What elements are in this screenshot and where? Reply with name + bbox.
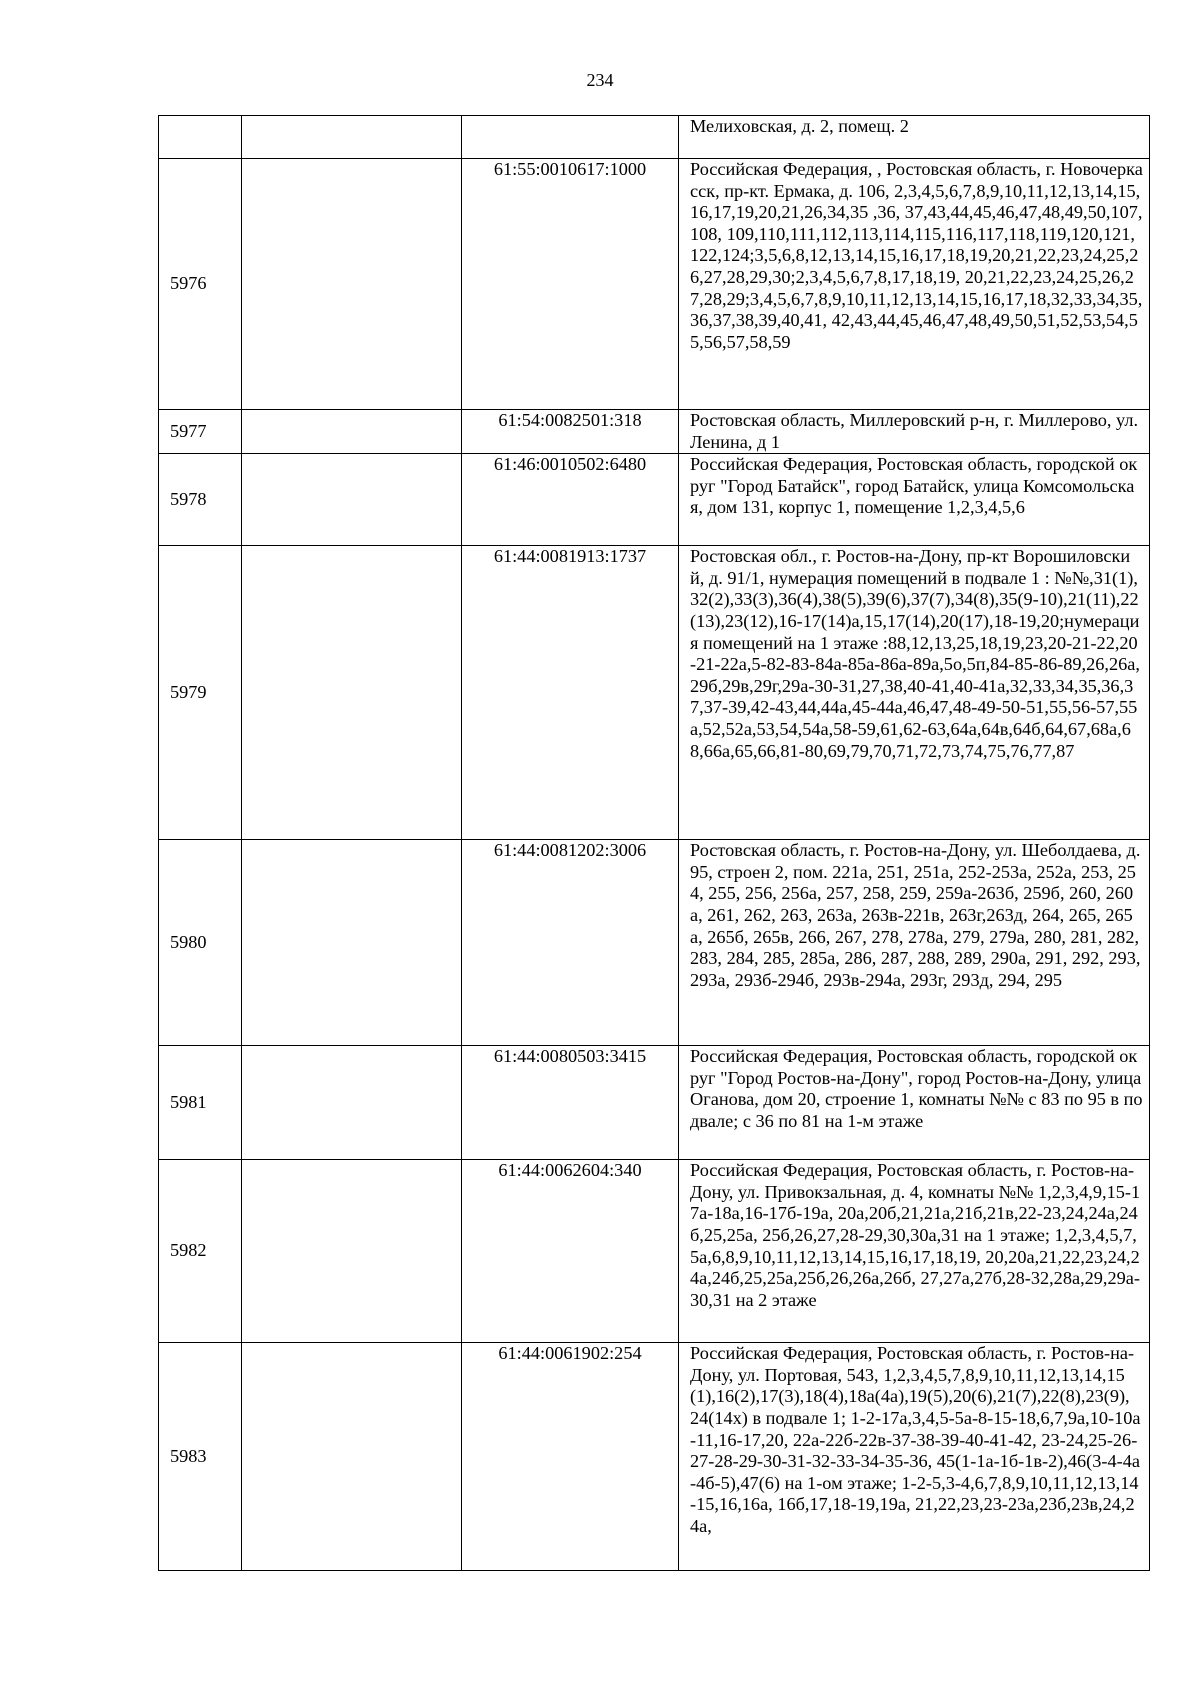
cadastral-number: 61:44:0062604:340 bbox=[462, 1160, 679, 1343]
cadastral-number: 61:44:0061902:254 bbox=[462, 1343, 679, 1571]
table-row bbox=[159, 410, 1150, 454]
table-row bbox=[159, 546, 1150, 840]
owner-cell bbox=[242, 454, 462, 546]
address-cell: Ростовская область, г. Ростов-на-Дону, ул. Шеболдаева, д. 95, строен 2, пом. 221а, 251, 251а, 252-253а, 252а, 253, 254, 255, 256, 256а, 257, 258, 259, 259а-263б, 259б, 260, 260а, 261, 262, 263, 263а, 263в-221в, 263г,263д, 264, 265, 265а, 265б, 265в, 266, 267, 278, 278а, 279, 279а, 280, 281, 282, 283, 284, 285, 285а, 286, 287, 288, 289, 290а, 291, 292, 293, 293а, 293б-294б, 293в-294а, 293г, 293д, 294, 295 bbox=[679, 840, 1150, 1046]
cadastral-number: 61:46:0010502:6480 bbox=[462, 454, 679, 546]
page-number: 234 bbox=[586, 70, 614, 90]
table-row bbox=[159, 840, 1150, 1046]
row-number: 5983 bbox=[159, 1343, 242, 1571]
cadastral-number: 61:44:0080503:3415 bbox=[462, 1046, 679, 1160]
row-number: 5979 bbox=[159, 546, 242, 840]
table-row bbox=[159, 1343, 1150, 1571]
cadastral-number bbox=[462, 116, 679, 159]
address-cell: Ростовская обл., г. Ростов-на-Дону, пр-кт Ворошиловский, д. 91/1, нумерация помещений в подвале 1 : №№,31(1),32(2),33(3),36(4),38(5),39(6),37(7),34(8),35(9-10),21(11),22(13),23(12),16-17(14)а,15,17(14),20(17),18-19,20;нумерация помещений на 1 этаже :88,12,13,25,18,19,23,20-21-22,20-21-22а,5-82-83-84а-85а-86а-89а,5о,5п,84-85-86-89,26,26а,29б,29в,29г,29а-30-31,27,38,40-41,40-41а,32,33,34,35,36,37,37-39,42-43,44,44а,45-44а,46,47,48-49-50-51,55,56-57,55а,52,52а,53,54,54а,58-59,61,62-63,64а,64в,64б,64,67,68а,68,66а,65,66,81-80,69,79,70,71,72,73,74,75,76,77,87 bbox=[679, 546, 1150, 840]
row-number: 5978 bbox=[159, 454, 242, 546]
owner-cell bbox=[242, 1160, 462, 1343]
table-row bbox=[159, 1046, 1150, 1160]
owner-cell bbox=[242, 1046, 462, 1160]
address-cell: Российская Федерация, Ростовская область, г. Ростов-на-Дону, ул. Портовая, 543, 1,2,3,4,5,7,8,9,10,11,12,13,14,15(1),16(2),17(3),18(4),18а(4а),19(5),20(6),21(7),22(8),23(9), 24(14х) в подвале 1; 1-2-17а,3,4,5-5а-8-15-18,6,7,9а,10-10а-11,16-17,20, 22а-22б-22в-37-38-39-40-41-42, 23-24,25-26-27-28-29-30-31-32-33-34-35-36, 45(1-1а-1б-1в-2),46(3-4-4а-4б-5),47(6) на 1-ом этаже; 1-2-5,3-4,6,7,8,9,10,11,12,13,14-15,16,16а, 16б,17,18-19,19а, 21,22,23,23-23а,23б,23в,24,24а, bbox=[679, 1343, 1150, 1571]
row-number: 5976 bbox=[159, 159, 242, 410]
cadastral-number: 61:54:0082501:318 bbox=[462, 410, 679, 454]
owner-cell bbox=[242, 116, 462, 159]
cadastral-number: 61:44:0081202:3006 bbox=[462, 840, 679, 1046]
table-row bbox=[159, 159, 1150, 410]
address-cell: Российская Федерация, Ростовская область, городской округ "Город Ростов-на-Дону", город Ростов-на-Дону, улица Оганова, дом 20, строение 1, комнаты №№ с 83 по 95 в подвале; с 36 по 81 на 1-м этаже bbox=[679, 1046, 1150, 1160]
owner-cell bbox=[242, 546, 462, 840]
cadastral-number: 61:44:0081913:1737 bbox=[462, 546, 679, 840]
table-row bbox=[159, 454, 1150, 546]
address-cell: Ростовская область, Миллеровский р-н, г. Миллерово, ул. Ленина, д 1 bbox=[679, 410, 1150, 454]
owner-cell bbox=[242, 840, 462, 1046]
owner-cell bbox=[242, 1343, 462, 1571]
owner-cell bbox=[242, 159, 462, 410]
row-number bbox=[159, 116, 242, 159]
row-number: 5980 bbox=[159, 840, 242, 1046]
table-row bbox=[159, 1160, 1150, 1343]
row-number: 5982 bbox=[159, 1160, 242, 1343]
address-cell: Российская Федерация, Ростовская область, г. Ростов-на-Дону, ул. Привокзальная, д. 4, комнаты №№ 1,2,3,4,9,15-17а-18а,16-17б-19а, 20а,20б,21,21а,21б,21в,22-23,24,24а,24б,25,25а, 25б,26,27,28-29,30,30а,31 на 1 этаже; 1,2,3,4,5,7,5а,6,8,9,10,11,12,13,14,15,16,17,18,19, 20,20а,21,22,23,24,24а,24б,25,25а,25б,26,26а,26б, 27,27а,27б,28-32,28а,29,29а-30,31 на 2 этаже bbox=[679, 1160, 1150, 1343]
table-row bbox=[159, 116, 1150, 159]
owner-cell bbox=[242, 410, 462, 454]
address-cell: Российская Федерация, Ростовская область, городской округ "Город Батайск", город Батайск, улица Комсомольская, дом 131, корпус 1, помещение 1,2,3,4,5,6 bbox=[679, 454, 1150, 546]
row-number: 5981 bbox=[159, 1046, 242, 1160]
row-number: 5977 bbox=[159, 410, 242, 454]
registry-table bbox=[158, 115, 1150, 1571]
cadastral-number: 61:55:0010617:1000 bbox=[462, 159, 679, 410]
address-cell: Мелиховская, д. 2, помещ. 2 bbox=[679, 116, 1150, 159]
address-cell: Российская Федерация, , Ростовская область, г. Новочеркасск, пр-кт. Ермака, д. 106, 2,3,4,5,6,7,8,9,10,11,12,13,14,15,16,17,19,20,21,26,34,35 ,36, 37,43,44,45,46,47,48,49,50,107,108, 109,110,111,112,113,114,115,116,117,118,119,120,121,122,124;3,5,6,8,12,13,14,15,16,17,18,19,20,21,22,23,24,25,26,27,28,29,30;2,3,4,5,6,7,8,17,18,19, 20,21,22,23,24,25,26,27,28,29;3,4,5,6,7,8,9,10,11,12,13,14,15,16,17,18,32,33,34,35,36,37,38,39,40,41, 42,43,44,45,46,47,48,49,50,51,52,53,54,55,56,57,58,59 bbox=[679, 159, 1150, 410]
